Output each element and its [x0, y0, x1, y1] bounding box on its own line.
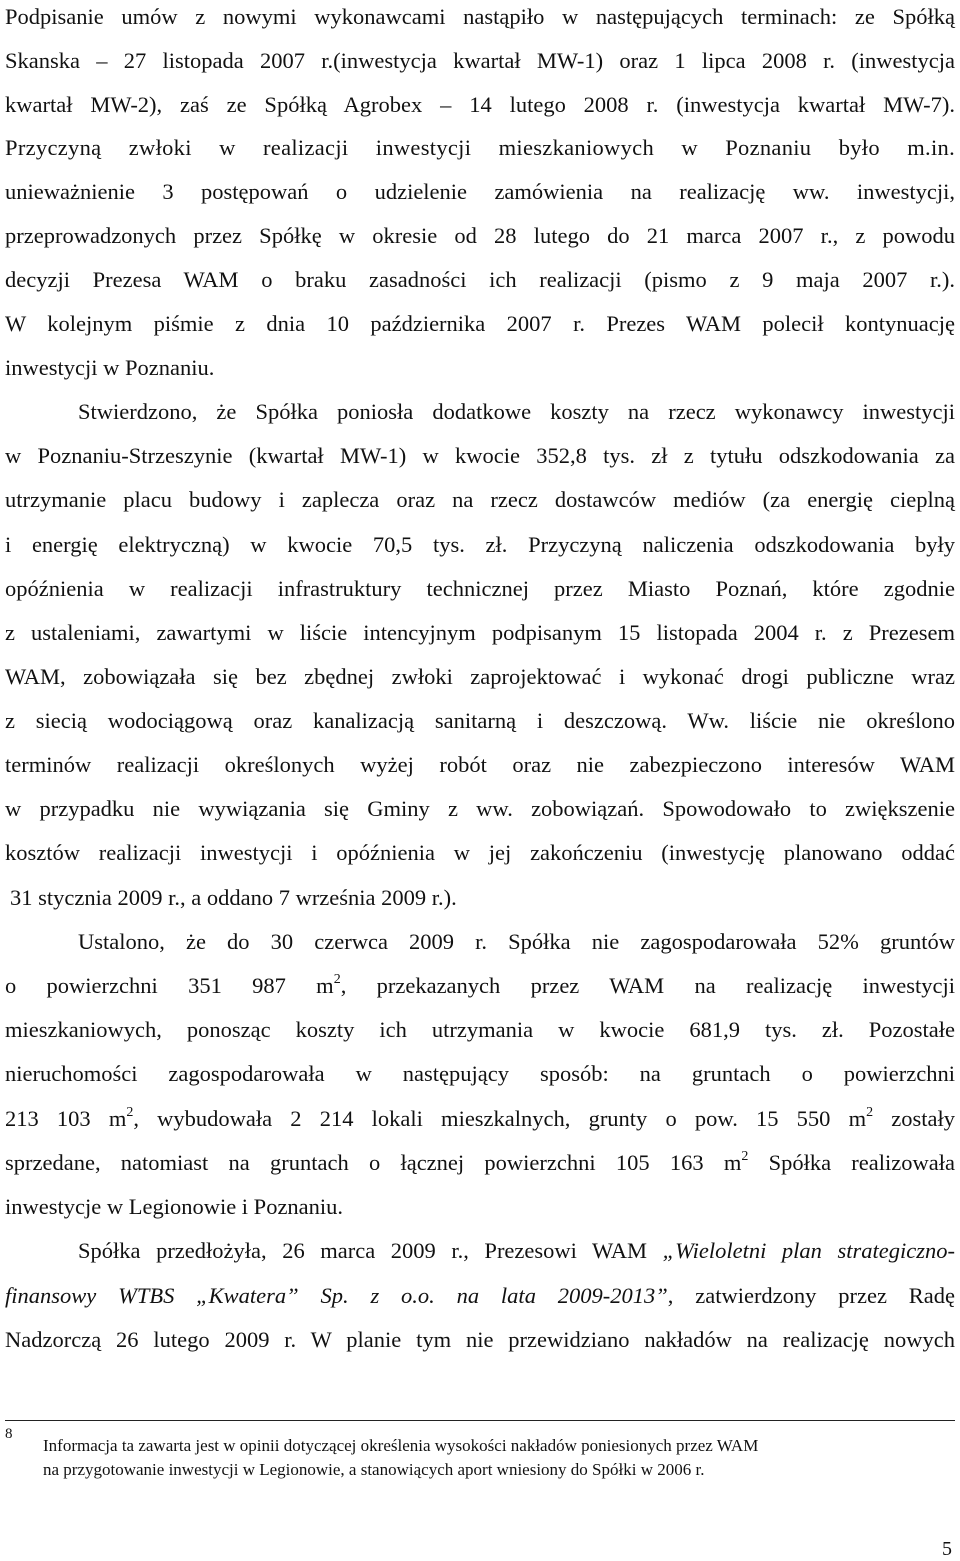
text-line: kwartał MW-2), zaś ze Spółką Agrobex – 14 lutego 2008 r. (inwestycja kwartał MW-7). — [5, 92, 955, 117]
text-line: Spółka przedłożyła, 26 marca 2009 r., Prezesowi WAM „Wieloletni plan strategiczno- — [78, 1238, 955, 1263]
text-line: inwestycje w Legionowie i Poznaniu. — [5, 1194, 344, 1219]
text-line: 31 stycznia 2009 r., a oddano 7 września 2009 r.). — [10, 885, 457, 910]
text-line: przeprowadzonych przez Spółkę w okresie od 28 lutego do 21 marca 2007 r., z powodu — [5, 223, 955, 248]
text-line: Stwierdzono, że Spółka poniosła dodatkowe koszty na rzecz wykonawcy inwestycji — [78, 399, 955, 424]
text-line: sprzedane, natomiast na gruntach o łącznej powierzchni 105 163 $m^2$ Spółka realizowała — [5, 1149, 955, 1175]
text-line: z siecią wodociągową oraz kanalizacją sanitarną i deszczową. Ww. liście nie określono — [5, 708, 955, 733]
text-line: kosztów realizacji inwestycji i opóźnienia w jej zakończeniu (inwestycję planowano oddać — [5, 840, 955, 865]
text-line: w Poznaniu-Strzeszynie (kwartał MW-1) w kwocie 352,8 tys. zł z tytułu odszkodowania za — [5, 443, 955, 468]
text-line: i energię elektryczną) w kwocie 70,5 tys. zł. Przyczyną naliczenia odszkodowania były — [5, 532, 955, 557]
text-line: unieważnienie 3 postępowań o udzielenie zamówienia na realizację ww. inwestycji, — [5, 179, 955, 204]
footnote-mark: 8 — [5, 1426, 13, 1442]
superscript: 2 — [333, 972, 341, 987]
page-number: 5 — [942, 1538, 952, 1560]
text-line: utrzymanie placu budowy i zaplecza oraz na rzecz dostawców mediów (za energię cieplną — [5, 487, 955, 512]
text-line: terminów realizacji określonych wyżej robót oraz nie zabezpieczono interesów WAM — [5, 752, 955, 777]
text-line: Skanska – 27 listopada 2007 r.(inwestycja kwartał MW-1) oraz 1 lipca 2008 r. (inwestycja — [5, 48, 955, 73]
text-line: W kolejnym piśmie z dnia 10 października 2007 r. Prezes WAM polecił kontynuację — [5, 311, 955, 336]
text-line: WAM, zobowiązała się bez zbędnej zwłoki zaprojektować i wykonać drogi publiczne wraz — [5, 664, 955, 689]
superscript: 2 — [866, 1105, 874, 1120]
text-line: Przyczyną zwłoki w realizacji inwestycji mieszkaniowych w Poznaniu było m.in. — [5, 135, 955, 160]
text-line: o powierzchni 351 987 $m^2$, przekazanych przez WAM na realizację inwestycji — [5, 972, 955, 998]
superscript: 2 — [126, 1105, 134, 1120]
text-line: finansowy WTBS „Kwatera” Sp. z o.o. na lata 2009-2013”, zatwierdzony przez Radę — [5, 1283, 956, 1308]
text-line: z ustaleniami, zawartymi w liście intencyjnym podpisanym 15 listopada 2004 r. z Prezesem — [5, 620, 955, 645]
text-line: w przypadku nie wywiązania się Gminy z ww. zobowiązań. Spowodowało to zwiększenie — [5, 796, 955, 821]
footnote-line: Informacja ta zawarta jest w opinii dotyczącej określenia wysokości nakładów poniesionych przez WAM — [43, 1436, 759, 1455]
text-line: Podpisanie umów z nowymi wykonawcami nastąpiło w następujących terminach: ze Spółką — [5, 4, 955, 29]
footnote-line: na przygotowanie inwestycji w Legionowie, a stanowiących aport wniesiony do Spółki w 2006 r. — [43, 1460, 705, 1479]
text-line: opóźnienia w realizacji infrastruktury technicznej przez Miasto Poznań, które zgodnie — [5, 576, 955, 601]
text-line: Nadzorczą 26 lutego 2009 r. W planie tym nie przewidziano nakładów na realizację nowych — [5, 1327, 955, 1352]
footnote-separator — [5, 1420, 955, 1421]
text-line: inwestycji w Poznaniu. — [5, 355, 215, 380]
text-line: mieszkaniowych, ponosząc koszty ich utrzymania w kwocie 681,9 tys. zł. Pozostałe — [5, 1017, 955, 1042]
text-line: Ustalono, że do 30 czerwca 2009 r. Spółka nie zagospodarowała 52% gruntów — [78, 929, 955, 954]
text-line: nieruchomości zagospodarowała w następujący sposób: na gruntach o powierzchni — [5, 1061, 955, 1086]
superscript: 2 — [741, 1149, 749, 1164]
text-line: 213 103 $m^2$, wybudowała 2 214 lokali mieszkalnych, grunty o pow. 15 550 $m^2$ zostały — [5, 1105, 955, 1131]
text-line: decyzji Prezesa WAM o braku zasadności ich realizacji (pismo z 9 maja 2007 r.). — [5, 267, 955, 292]
